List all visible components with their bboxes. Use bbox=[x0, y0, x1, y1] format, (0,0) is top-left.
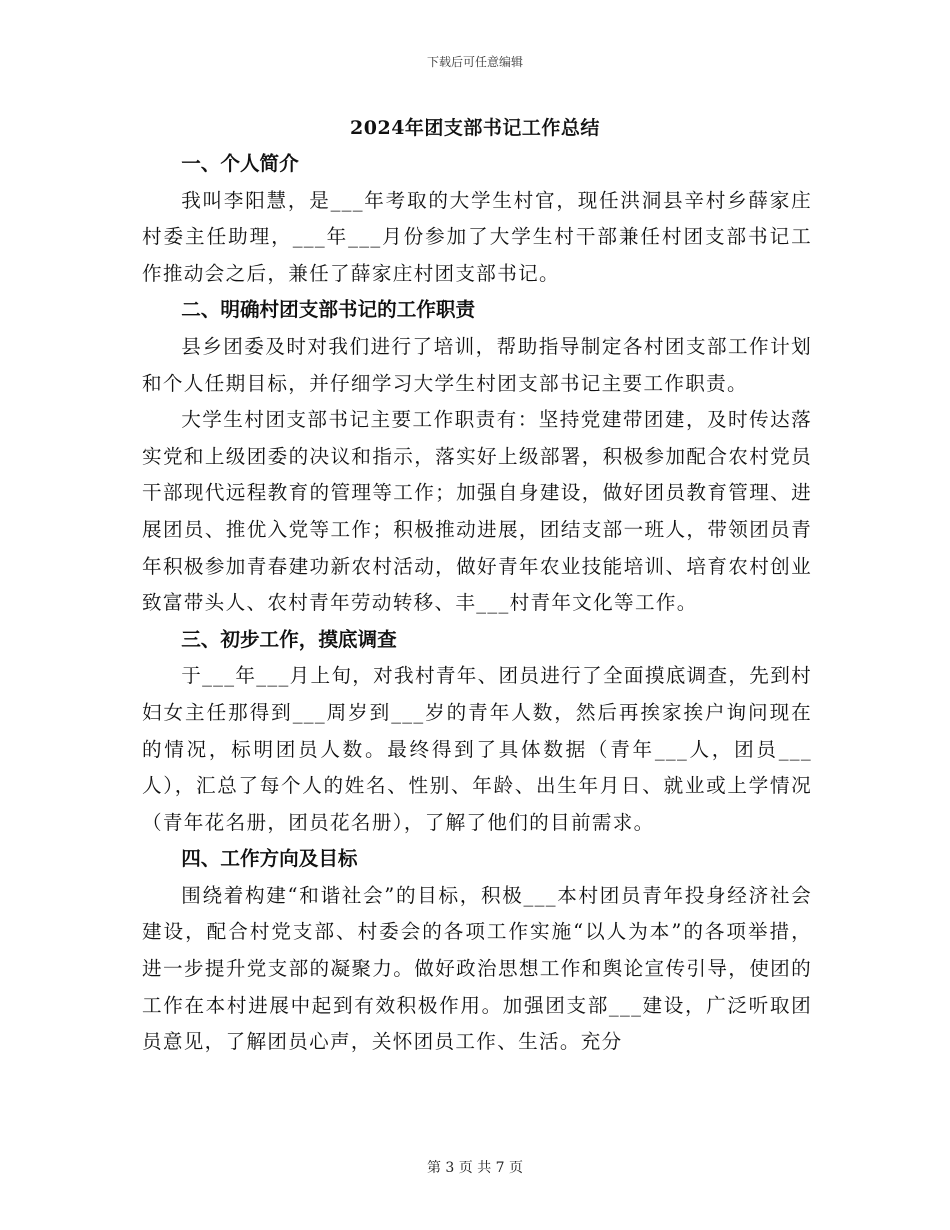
paragraph: 我叫李阳慧，是___年考取的大学生村官，现任洪洞县辛村乡薛家庄村委主任助理，___年___月份参加了大学生村干部兼任村团支部书记工作推动会之后，兼任了薛家庄村团支部书记。 bbox=[142, 188, 812, 285]
paragraph: 围绕着构建“和谐社会”的目标，积极___本村团员青年投身经济社会建设，配合村党支部、村委会的各项工作实施“以人为本”的各项举措，进一步提升党支部的凝聚力。做好政治思想工作和舆论宣传引导，使团的工作在本村进展中起到有效积极作用。加强团支部___建设，广泛听取团员意见，了解团员心声，关怀团员工作、生活。充分 bbox=[142, 883, 812, 1054]
paragraph: 于___年___月上旬，对我村青年、团员进行了全面摸底调查，先到村妇女主任那得到___周岁到___岁的青年人数，然后再挨家挨户询问现在的情况，标明团员人数。最终得到了具体数据（青年___人，团员___人），汇总了每个人的姓名、性别、年龄、出生年月日、就业或上学情况（青年花名册，团员花名册），了解了他们的目前需求。 bbox=[142, 664, 812, 834]
section-direction-goals bbox=[142, 841, 812, 1061]
section-heading: 一、个人简介 bbox=[181, 152, 299, 175]
section-heading: 二、明确村团支部书记的工作职责 bbox=[181, 298, 476, 322]
section-initial-survey bbox=[142, 622, 812, 842]
section-personal-intro bbox=[142, 146, 812, 292]
section-job-duties bbox=[142, 292, 812, 621]
paragraph: 县乡团委及时对我们进行了培训，帮助指导制定各村团支部工作计划和个人任期目标，并仔细学习大学生村团支部书记主要工作职责。 bbox=[142, 334, 812, 395]
section-heading: 三、初步工作，摸底调查 bbox=[181, 627, 397, 651]
page-header-note: 下载后可任意编辑 bbox=[426, 55, 523, 69]
paragraph: 大学生村团支部书记主要工作职责有：坚持党建带团建，及时传达落实党和上级团委的决议和指示，落实好上级部署，积极参加配合农村党员干部现代远程教育的管理等工作；加强自身建设，做好团员教育管理、进展团员、推优入党等工作；积极推动进展，团结支部一班人，带领团员青年积极参加青春建功新农村活动，做好青年农业技能培训、培育农村创业致富带头人、农村青年劳动转移、丰___村青年文化等工作。 bbox=[142, 408, 812, 615]
document-body bbox=[142, 146, 812, 1061]
document-title: 2024年团支部书记工作总结 bbox=[350, 117, 600, 139]
page-number: 第 3 页 共 7 页 bbox=[426, 1160, 524, 1176]
section-heading: 四、工作方向及目标 bbox=[181, 847, 358, 871]
